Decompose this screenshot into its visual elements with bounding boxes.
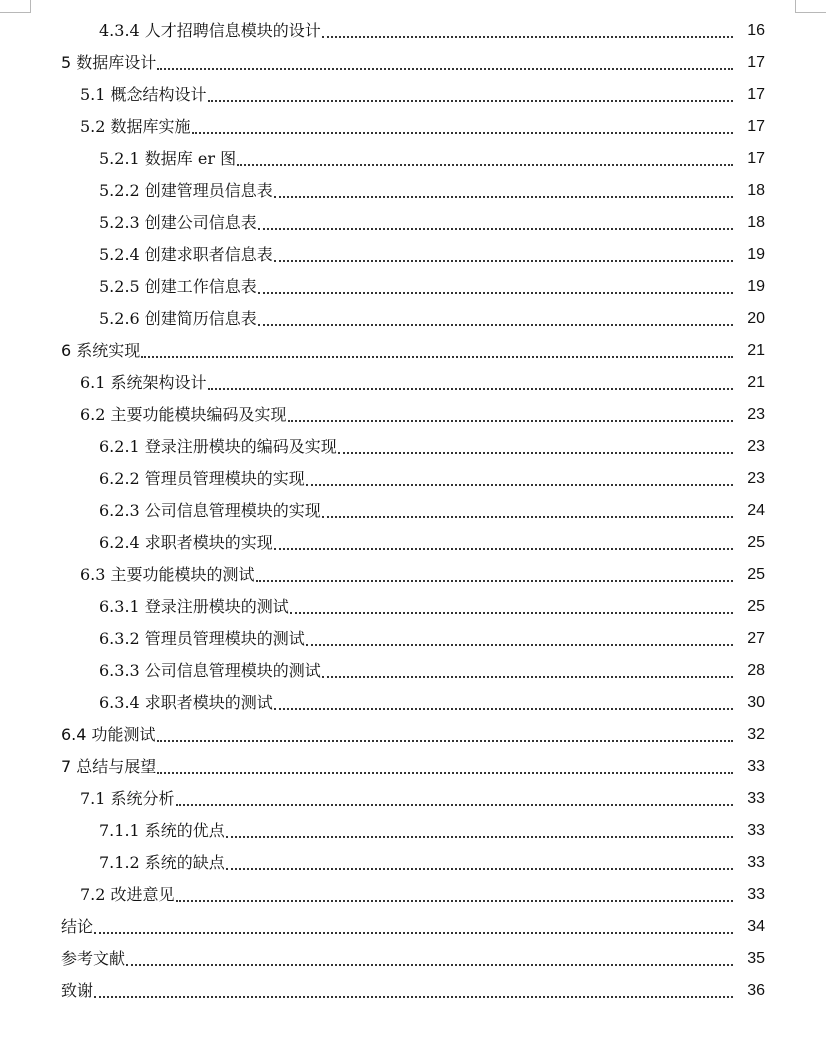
toc-entry[interactable] (0, 815, 826, 847)
toc-entry-title: 6.2 主要功能模块编码及实现 (80, 405, 287, 424)
toc-entry-title: 4.3.4 人才招聘信息模块的设计 (99, 21, 321, 40)
toc-dot-leader (237, 164, 733, 166)
toc-entry[interactable] (0, 879, 826, 911)
toc-entry-title: 7.1 系统分析 (80, 789, 175, 808)
toc-entry-page-number: 21 (747, 374, 765, 391)
toc-entry-page-number: 17 (747, 86, 765, 103)
toc-entry[interactable] (0, 367, 826, 399)
toc-entry-title: 5.1 概念结构设计 (80, 85, 207, 104)
toc-dot-leader (290, 612, 733, 614)
toc-entry[interactable] (0, 527, 826, 559)
toc-entry[interactable] (0, 847, 826, 879)
toc-dot-leader (274, 196, 733, 198)
toc-entry-page-number: 18 (747, 182, 765, 199)
toc-entry[interactable] (0, 655, 826, 687)
toc-entry[interactable] (0, 47, 826, 79)
toc-dot-leader (126, 964, 733, 966)
toc-entry[interactable] (0, 143, 826, 175)
toc-entry[interactable] (0, 495, 826, 527)
toc-dot-leader (192, 132, 733, 134)
toc-dot-leader (322, 36, 733, 38)
toc-dot-leader (306, 644, 733, 646)
toc-dot-leader (258, 324, 733, 326)
toc-entry-title: 6.3.4 求职者模块的测试 (99, 693, 273, 712)
toc-dot-leader (141, 356, 733, 358)
toc-dot-leader (226, 868, 733, 870)
toc-entry[interactable] (0, 399, 826, 431)
toc-entry-title: 致谢 (61, 981, 94, 1000)
toc-entry[interactable] (0, 111, 826, 143)
toc-dot-leader (306, 484, 733, 486)
toc-entry-title: 5.2.6 创建简历信息表 (99, 309, 257, 328)
toc-entry-page-number: 18 (747, 214, 765, 231)
toc-entry[interactable] (0, 687, 826, 719)
toc-entry-title: 7.1.1 系统的优点 (99, 821, 225, 840)
toc-entry-title: 5.2 数据库实施 (80, 117, 191, 136)
toc-dot-leader (338, 452, 733, 454)
toc-entry-page-number: 30 (747, 694, 765, 711)
toc-entry-title: 6.1 系统架构设计 (80, 373, 207, 392)
toc-entry[interactable] (0, 175, 826, 207)
toc-entry-title: 6.2.4 求职者模块的实现 (99, 533, 273, 552)
toc-entry-page-number: 23 (747, 438, 765, 455)
toc-dot-leader (157, 772, 733, 774)
toc-entry[interactable] (0, 79, 826, 111)
toc-entry-title: 7.1.2 系统的缺点 (99, 853, 225, 872)
toc-entry-page-number: 17 (747, 118, 765, 135)
toc-entry-page-number: 36 (747, 982, 765, 999)
toc-entry[interactable] (0, 943, 826, 975)
toc-entry-page-number: 23 (747, 406, 765, 423)
toc-dot-leader (208, 100, 733, 102)
toc-entry-page-number: 24 (747, 502, 765, 519)
toc-dot-leader (94, 932, 733, 934)
toc-entry[interactable] (0, 751, 826, 783)
toc-entry-title: 6.3.1 登录注册模块的测试 (99, 597, 289, 616)
toc-entry-title: 结论 (61, 917, 94, 936)
toc-entry-title: 7 总结与展望 (61, 757, 157, 776)
toc-entry-page-number: 16 (747, 22, 765, 39)
toc-dot-leader (258, 292, 733, 294)
toc-entry-title: 7.2 改进意见 (80, 885, 175, 904)
toc-entry-page-number: 21 (747, 342, 765, 359)
toc-dot-leader (274, 708, 733, 710)
toc-entry-page-number: 27 (747, 630, 765, 647)
toc-dot-leader (226, 836, 733, 838)
toc-dot-leader (322, 676, 733, 678)
toc-entry-title: 5.2.1 数据库 er 图 (99, 149, 237, 168)
toc-dot-leader (274, 260, 733, 262)
toc-entry-title: 参考文献 (61, 949, 126, 968)
toc-entry[interactable] (0, 623, 826, 655)
page-corner-mark-right (795, 0, 826, 13)
toc-entry-page-number: 25 (747, 566, 765, 583)
toc-dot-leader (176, 804, 733, 806)
toc-entry-title: 6.2.1 登录注册模块的编码及实现 (99, 437, 337, 456)
toc-dot-leader (322, 516, 733, 518)
toc-entry[interactable] (0, 431, 826, 463)
toc-entry-page-number: 33 (747, 854, 765, 871)
toc-entry-page-number: 20 (747, 310, 765, 327)
toc-entry[interactable] (0, 975, 826, 1007)
toc-entry[interactable] (0, 303, 826, 335)
toc-entry-title: 5.2.3 创建公司信息表 (99, 213, 257, 232)
toc-entry[interactable] (0, 783, 826, 815)
toc-entry[interactable] (0, 335, 826, 367)
toc-entry-page-number: 33 (747, 790, 765, 807)
page-corner-mark-left (0, 0, 31, 13)
toc-dot-leader (256, 580, 733, 582)
toc-entry-page-number: 35 (747, 950, 765, 967)
toc-entry-title: 6.4 功能测试 (61, 725, 156, 744)
toc-entry[interactable] (0, 239, 826, 271)
toc-entry-title: 5.2.5 创建工作信息表 (99, 277, 257, 296)
toc-dot-leader (208, 388, 733, 390)
toc-dot-leader (157, 740, 733, 742)
toc-dot-leader (258, 228, 733, 230)
toc-dot-leader (274, 548, 733, 550)
toc-entry-page-number: 17 (747, 150, 765, 167)
toc-entry[interactable] (0, 271, 826, 303)
toc-entry-title: 6.3.3 公司信息管理模块的测试 (99, 661, 321, 680)
toc-entry[interactable] (0, 15, 826, 47)
toc-entry-page-number: 23 (747, 470, 765, 487)
toc-entry[interactable] (0, 559, 826, 591)
toc-dot-leader (288, 420, 733, 422)
toc-entry-title: 5.2.2 创建管理员信息表 (99, 181, 273, 200)
toc-entry-page-number: 33 (747, 758, 765, 775)
toc-dot-leader (176, 900, 733, 902)
toc-entry-title: 6.2.3 公司信息管理模块的实现 (99, 501, 321, 520)
toc-entry-page-number: 25 (747, 534, 765, 551)
toc-dot-leader (157, 68, 733, 70)
toc-entry-page-number: 28 (747, 662, 765, 679)
toc-entry[interactable] (0, 591, 826, 623)
toc-entry-title: 5.2.4 创建求职者信息表 (99, 245, 273, 264)
toc-entry-page-number: 19 (747, 278, 765, 295)
toc-entry[interactable] (0, 463, 826, 495)
toc-entry-page-number: 33 (747, 822, 765, 839)
toc-entry-title: 6.2.2 管理员管理模块的实现 (99, 469, 305, 488)
toc-entry[interactable] (0, 719, 826, 751)
toc-entry-page-number: 33 (747, 886, 765, 903)
toc-entry-title: 6.3 主要功能模块的测试 (80, 565, 255, 584)
toc-entry[interactable] (0, 207, 826, 239)
toc-entry-page-number: 34 (747, 918, 765, 935)
toc-entry-title: 5 数据库设计 (61, 53, 157, 72)
toc-entry-page-number: 19 (747, 246, 765, 263)
toc-dot-leader (94, 996, 733, 998)
toc-entry-title: 6.3.2 管理员管理模块的测试 (99, 629, 305, 648)
toc-entry[interactable] (0, 911, 826, 943)
toc-entry-page-number: 32 (747, 726, 765, 743)
toc-entry-page-number: 25 (747, 598, 765, 615)
toc-entry-page-number: 17 (747, 54, 765, 71)
toc-entry-title: 6 系统实现 (61, 341, 141, 360)
